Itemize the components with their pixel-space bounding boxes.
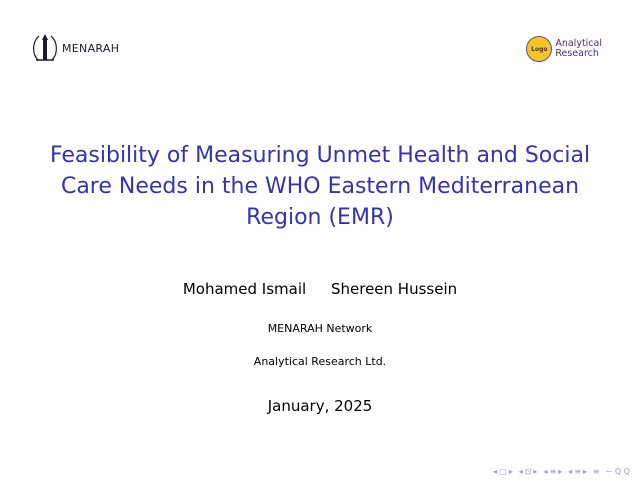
presentation-date: January, 2025 bbox=[267, 397, 373, 415]
beamer-navigation-bar bbox=[493, 464, 630, 478]
analytical-research-badge-icon: Logo bbox=[526, 36, 552, 62]
authors bbox=[0, 280, 640, 298]
institution-1: MENARAH Network bbox=[267, 322, 373, 335]
menarah-logo bbox=[30, 30, 119, 66]
section-nav bbox=[543, 467, 562, 476]
analytical-research-logo bbox=[526, 36, 602, 62]
subsubsection-nav bbox=[568, 467, 587, 476]
prev-subsubsection-icon[interactable]: ◂ bbox=[568, 466, 573, 476]
next-subsection-icon[interactable]: ▸ bbox=[533, 466, 538, 476]
frame-nav bbox=[493, 467, 513, 476]
next-section-icon[interactable]: ▸ bbox=[558, 466, 563, 476]
prev-frame-icon[interactable]: ◂ bbox=[493, 466, 498, 476]
menarah-logo-icon bbox=[30, 30, 60, 66]
next-subsubsection-icon[interactable]: ▸ bbox=[582, 466, 587, 476]
section-icon[interactable]: ≡ bbox=[549, 466, 557, 476]
logo-line-2: Research bbox=[555, 48, 599, 59]
prev-section-icon[interactable]: ◂ bbox=[543, 466, 548, 476]
search-icon[interactable]: ∽ Q Q bbox=[605, 466, 630, 476]
prev-subsection-icon[interactable]: ◂ bbox=[518, 466, 523, 476]
frame-icon[interactable]: □ bbox=[499, 466, 507, 476]
align-icon[interactable]: ≡ bbox=[592, 466, 600, 476]
author-1: Mohamed Ismail bbox=[182, 280, 307, 298]
subsubsection-icon[interactable]: ≡ bbox=[574, 466, 581, 476]
institution-2: Analytical Research Ltd. bbox=[253, 355, 387, 368]
subsection-icon[interactable]: ⊡ bbox=[524, 466, 532, 476]
presentation-title: Feasibility of Measuring Unmet Health and Social Care Needs in the WHO Eastern Mediterranean Region (EMR) bbox=[49, 143, 591, 230]
logo-line-1: Analytical bbox=[555, 38, 602, 49]
author-2: Shereen Hussein bbox=[330, 280, 458, 298]
next-frame-icon[interactable]: ▸ bbox=[508, 466, 513, 476]
menarah-logo-text: MENARAH bbox=[62, 41, 120, 55]
subsection-nav bbox=[519, 467, 538, 476]
